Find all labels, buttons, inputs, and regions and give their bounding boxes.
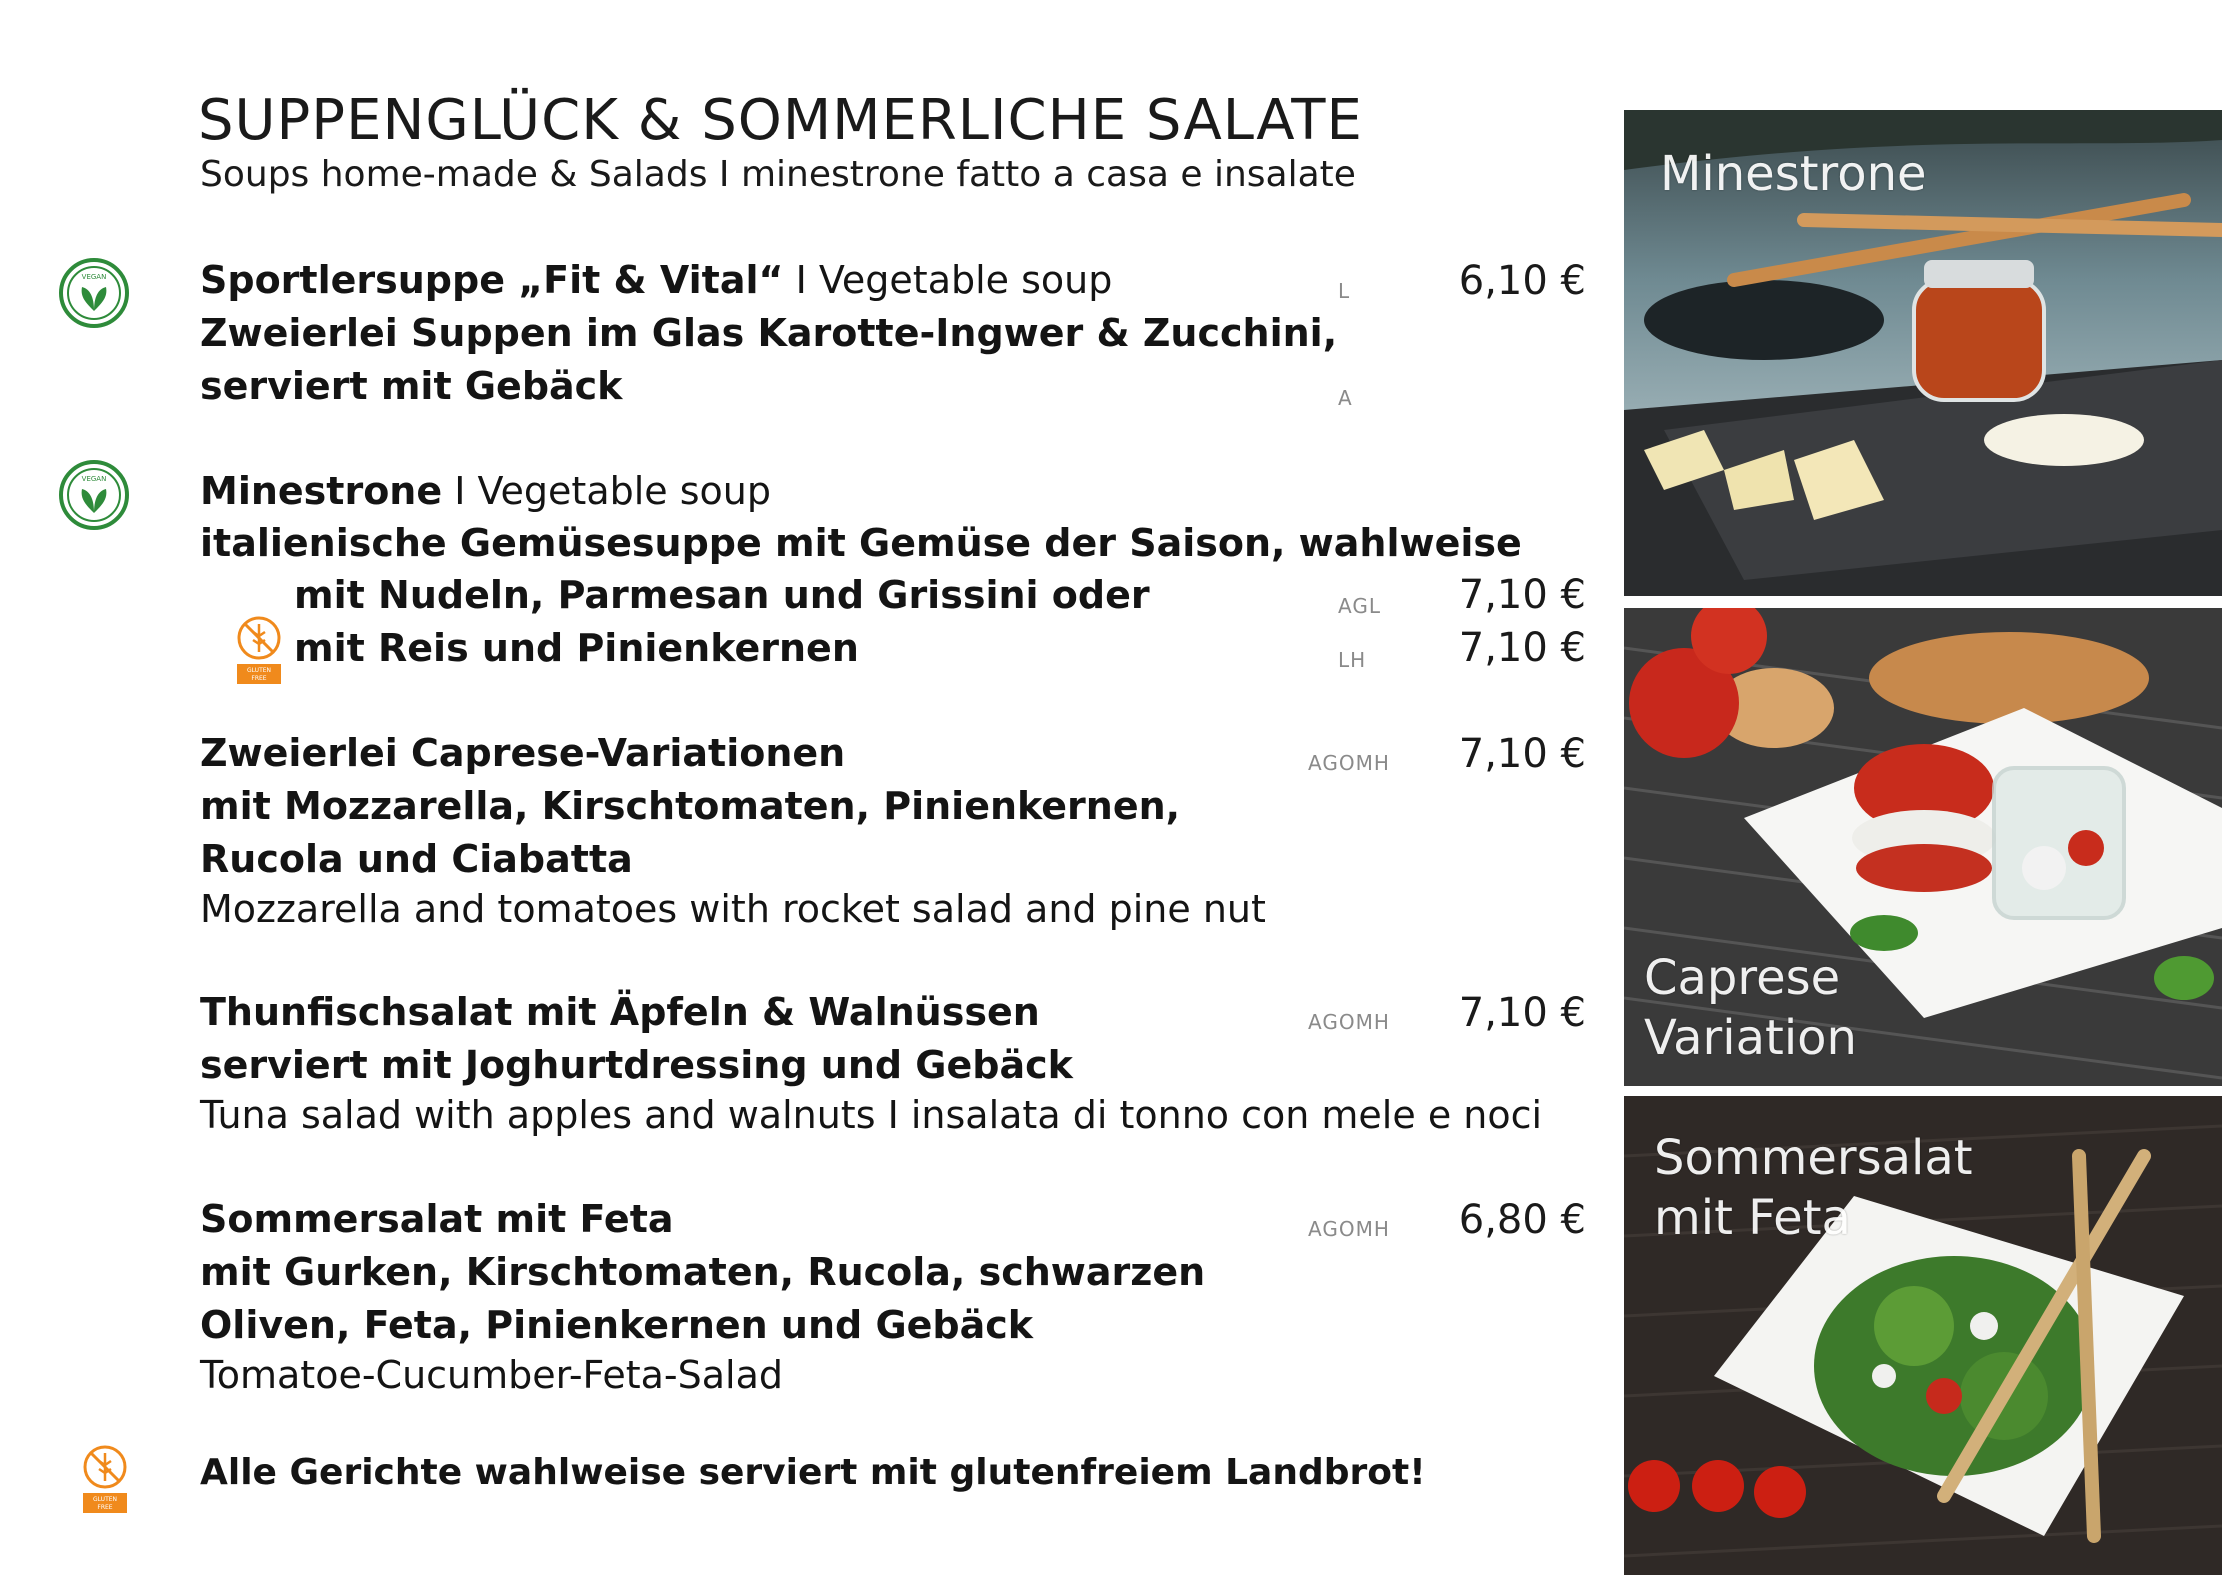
menu-item-description: Zweierlei Suppen im Glas Karotte-Ingwer & Zucchini,	[200, 311, 1338, 355]
menu-item-name: Sportlersuppe „Fit & Vital“ I Vegetable soup	[200, 258, 1113, 302]
menu-item-price: 6,80 €	[1458, 1197, 1586, 1243]
menu-item-price: 7,10 €	[1458, 625, 1586, 671]
svg-text:GLUTEN: GLUTEN	[92, 1496, 118, 1503]
page-subtitle: Soups home-made & Salads I minestrone fatto a casa e insalate	[200, 154, 1356, 195]
menu-item-description: serviert mit Joghurtdressing und Gebäck	[200, 1043, 1073, 1087]
allergen-code: AGOMH	[1308, 751, 1390, 775]
svg-text:FREE: FREE	[251, 675, 267, 682]
menu-item-description: serviert mit Gebäck	[200, 364, 623, 408]
allergen-code: AGOMH	[1308, 1217, 1390, 1241]
footer-note: Alle Gerichte wahlweise serviert mit glutenfreiem Landbrot!	[200, 1452, 1426, 1493]
svg-text:VEGAN: VEGAN	[81, 475, 107, 483]
svg-text:FREE: FREE	[97, 1504, 113, 1511]
menu-item-description: italienische Gemüsesuppe mit Gemüse der Saison, wahlweise	[200, 521, 1522, 565]
allergen-code: AGL	[1338, 594, 1381, 618]
menu-item-option: mit Nudeln, Parmesan und Grissini oder	[294, 573, 1150, 617]
photo-caption: Sommersalat mit Feta	[1654, 1130, 1973, 1246]
photo-minestrone	[1624, 110, 2222, 596]
menu-item-description: mit Mozzarella, Kirschtomaten, Pinienkernen,	[200, 784, 1181, 828]
vegan-badge-icon	[58, 257, 130, 329]
menu-item-price: 7,10 €	[1458, 572, 1586, 618]
gluten-free-badge-icon	[80, 1443, 130, 1515]
svg-text:VEGAN: VEGAN	[81, 273, 107, 281]
vegan-badge-icon	[58, 459, 130, 531]
allergen-code: AGOMH	[1308, 1010, 1390, 1034]
menu-item-name: Zweierlei Caprese-Variationen	[200, 731, 846, 775]
photo-caption: Caprese Variation	[1644, 950, 1857, 1066]
menu-item-description: Rucola und Ciabatta	[200, 837, 633, 881]
menu-item-price: 6,10 €	[1458, 258, 1586, 304]
menu-item-description: mit Gurken, Kirschtomaten, Rucola, schwarzen	[200, 1250, 1206, 1294]
allergen-code: L	[1338, 279, 1351, 303]
menu-item-translation: Tuna salad with apples and walnuts I insalata di tonno con mele e noci	[200, 1093, 1543, 1137]
menu-item-translation: Tomatoe-Cucumber-Feta-Salad	[200, 1353, 783, 1397]
photo-caprese	[1624, 608, 2222, 1086]
menu-item-option: mit Reis und Pinienkernen	[294, 626, 859, 670]
gluten-free-badge-icon	[234, 614, 284, 686]
svg-text:GLUTEN: GLUTEN	[246, 667, 272, 674]
menu-item-name: Sommersalat mit Feta	[200, 1197, 674, 1241]
menu-item-name: Thunfischsalat mit Äpfeln & Walnüssen	[200, 990, 1040, 1034]
allergen-code: A	[1338, 386, 1353, 410]
allergen-code: LH	[1338, 648, 1367, 672]
menu-item-price: 7,10 €	[1458, 731, 1586, 777]
photo-caption: Minestrone	[1660, 146, 1927, 202]
menu-item-name: Minestrone I Vegetable soup	[200, 469, 771, 513]
menu-item-translation: Mozzarella and tomatoes with rocket salad and pine nut	[200, 887, 1266, 931]
menu-item-price: 7,10 €	[1458, 990, 1586, 1036]
photo-sommersalat	[1624, 1096, 2222, 1575]
menu-item-description: Oliven, Feta, Pinienkernen und Gebäck	[200, 1303, 1034, 1347]
page-title: SUPPENGLÜCK & SOMMERLICHE SALATE	[198, 88, 1363, 153]
